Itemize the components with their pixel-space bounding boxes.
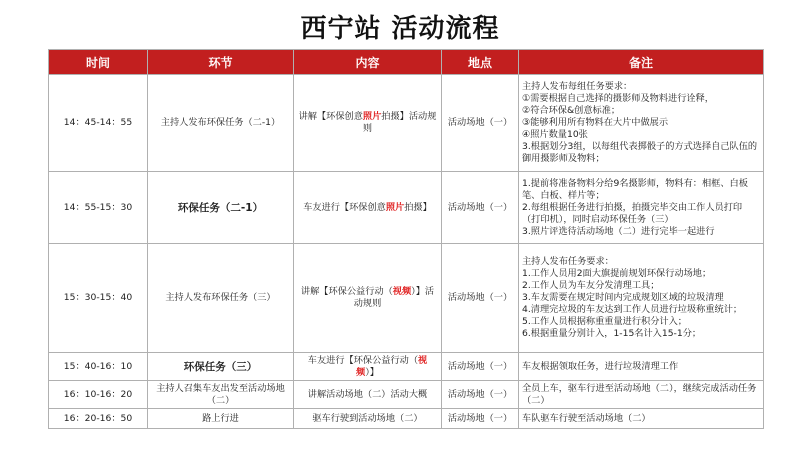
schedule-table	[48, 49, 764, 429]
table-row	[49, 353, 764, 381]
row-place: 活动场地（一）	[442, 75, 519, 172]
row-content: 车友进行【环保创意照片拍摄】	[294, 172, 442, 244]
table-row	[49, 244, 764, 353]
row-note: 全员上车，驱车行进至活动场地（二），继续完成活动任务（二）	[519, 381, 764, 409]
row-place: 活动场地（一）	[442, 353, 519, 381]
header-row	[49, 50, 764, 75]
row-content: 驱车行驶到活动场地（二）	[294, 409, 442, 429]
row-segment: 主持人召集车友出发至活动场地（二）	[148, 381, 294, 409]
row-place: 活动场地（一）	[442, 244, 519, 353]
row-note: 主持人发布每组任务要求： ①需要根据自己选择的摄影师及物料进行诠释， ②符合环保&创意标准； ③能够利用所有物料在大片中做展示 ④照片数量10张 3.根据划分3组，以每组代表掷骰子的方式选择自己队伍的御用摄影师及物料；	[519, 75, 764, 172]
row-time: 15：40-16：10	[49, 353, 148, 381]
row-time: 14：55-15：30	[49, 172, 148, 244]
row-time: 14：45-14：55	[49, 75, 148, 172]
row-content: 车友进行【环保公益行动（视频）】	[294, 353, 442, 381]
table-row	[49, 409, 764, 429]
row-segment: 环保任务（二-1）	[148, 172, 294, 244]
header-note: 备注	[519, 50, 764, 75]
page-title: 西宁站 活动流程	[300, 14, 500, 44]
row-place: 活动场地（一）	[442, 409, 519, 429]
row-content: 讲解活动场地（二）活动大概	[294, 381, 442, 409]
table-row	[49, 172, 764, 244]
row-time: 15：30-15：40	[49, 244, 148, 353]
header-content: 内容	[294, 50, 442, 75]
row-place: 活动场地（一）	[442, 381, 519, 409]
row-segment: 主持人发布环保任务（三）	[148, 244, 294, 353]
row-place: 活动场地（一）	[442, 172, 519, 244]
row-time: 16：10-16：20	[49, 381, 148, 409]
row-content: 讲解【环保创意照片拍摄】活动规则	[294, 75, 442, 172]
row-content: 讲解【环保公益行动（视频）】活动规则	[294, 244, 442, 353]
header-segment: 环节	[148, 50, 294, 75]
row-note: 1.提前将准备物料分给9名摄影师，物料有：相框、白板笔、白板、样片等； 2.每组根据任务进行拍摄，拍摄完毕交由工作人员打印（打印机），同时启动环保任务（三） 3.照片评选待活动场地（二）进行完毕一起进行	[519, 172, 764, 244]
row-note: 主持人发布任务要求： 1.工作人员用2面大旗提前规划环保行动场地； 2.工作人员为车友分发清理工具； 3.车友需要在规定时间内完成规划区域的垃圾清理 4.清理完垃圾的车友达到工作人员进行垃圾称重统计； 5.工作人员根据称重重量进行积分计入； 6.根据重量分别计入，1-15名计入15-1分；	[519, 244, 764, 353]
row-note: 车队驱车行驶至活动场地（二）	[519, 409, 764, 429]
table-row	[49, 381, 764, 409]
header-time: 时间	[49, 50, 148, 75]
row-segment: 路上行进	[148, 409, 294, 429]
row-segment: 主持人发布环保任务（二-1）	[148, 75, 294, 172]
header-place: 地点	[442, 50, 519, 75]
table-row	[49, 75, 764, 172]
row-note: 车友根据领取任务，进行垃圾清理工作	[519, 353, 764, 381]
row-segment: 环保任务（三）	[148, 353, 294, 381]
row-time: 16：20-16：50	[49, 409, 148, 429]
